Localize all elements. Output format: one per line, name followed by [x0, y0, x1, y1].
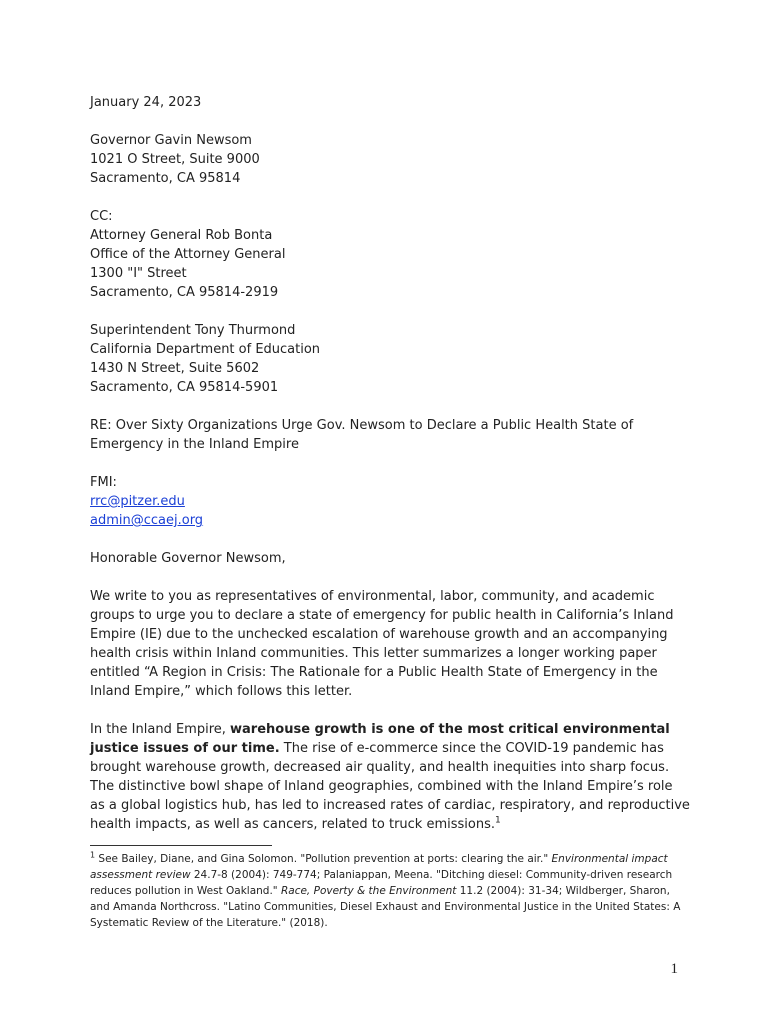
- salutation: Honorable Governor Newsom,: [90, 551, 286, 566]
- email-link-admin[interactable]: admin@ccaej.org: [90, 513, 204, 528]
- footnote-ref[interactable]: 1: [495, 815, 501, 826]
- footnote-text: 11.2 (2004): 31-34; Wildberger, Sharon, and Amanda Northcross. "Latino Communities, Diesel Exhaust and Environmental Justice in the United States: A Systematic Review of the Literature." (2018).: [90, 885, 681, 929]
- footnote-journal: Race, Poverty & the Environment: [280, 885, 457, 897]
- letter-date: January 24, 2023: [90, 95, 202, 110]
- paragraph-intro: We write to you as representatives of environmental, labor, community, and academic groups to urge you to declare a state of emergency for public health in California’s Inland Empire (IE) due to the unchecked escalation of warehouse growth and an accompanying health crisis within Inland communities. This letter summarizes a longer working paper entitled “A Region in Crisis: The Rationale for a Public Health State of Emergency in the Inland Empire,” which follows this letter.: [90, 589, 674, 699]
- re-line: RE: Over Sixty Organizations Urge Gov. Newsom to Declare a Public Health State of Emergency in the Inland Empire: [90, 418, 634, 452]
- paragraph-warehouse: [90, 720, 690, 834]
- footnote-text: 24.7-8 (2004): 749-774; Palaniappan, Meena. "Ditching diesel: Community-driven research reduces pollution in West Oakland.": [90, 869, 673, 897]
- cc-line: 1430 N Street, Suite 5602: [90, 361, 260, 376]
- para-rest: The rise of e-commerce since the COVID-19 pandemic has brought warehouse growth, decreased air quality, and health inequities into sharp focus. The distinctive bowl shape of Inland geographies, combined with the Inland Empire’s role as a global logistics hub, has led to increased rates of cardiac, respiratory, and reproductive health impacts, as well as cancers, related to truck emissions.: [90, 741, 690, 832]
- cc-line: Sacramento, CA 95814-5901: [90, 380, 279, 395]
- cc-line: California Department of Education: [90, 342, 321, 357]
- footnote-journal: Environmental impact assessment review: [90, 853, 668, 881]
- cc-line: Superintendent Tony Thurmond: [90, 323, 296, 338]
- footnote-mark: 1: [90, 850, 96, 860]
- recipient-line: Governor Gavin Newsom: [90, 133, 252, 148]
- footnote: [90, 851, 690, 931]
- cc-block: [90, 207, 690, 302]
- fmi-label: FMI:: [90, 475, 117, 490]
- cc-block-2: [90, 321, 690, 397]
- cc-line: Sacramento, CA 95814-2919: [90, 285, 279, 300]
- page-number: 1: [670, 961, 678, 977]
- para-emphasis: warehouse growth is one of the most critical environmental justice issues of our time.: [90, 722, 670, 756]
- footnote-text: See Bailey, Diane, and Gina Solomon. "Pollution prevention at ports: clearing the air.": [95, 853, 552, 865]
- letter-body: [90, 93, 690, 834]
- cc-line: Office of the Attorney General: [90, 247, 286, 262]
- footnote-divider: [90, 845, 272, 846]
- email-link-rrc[interactable]: rrc@pitzer.edu: [90, 494, 185, 509]
- para-lead: In the Inland Empire,: [90, 722, 231, 737]
- recipient-address: [90, 131, 690, 188]
- fmi-block: [90, 473, 690, 530]
- cc-line: 1300 "I" Street: [90, 266, 187, 281]
- recipient-line: 1021 O Street, Suite 9000: [90, 152, 260, 167]
- recipient-line: Sacramento, CA 95814: [90, 171, 241, 186]
- cc-line: Attorney General Rob Bonta: [90, 228, 273, 243]
- cc-label: CC:: [90, 209, 113, 224]
